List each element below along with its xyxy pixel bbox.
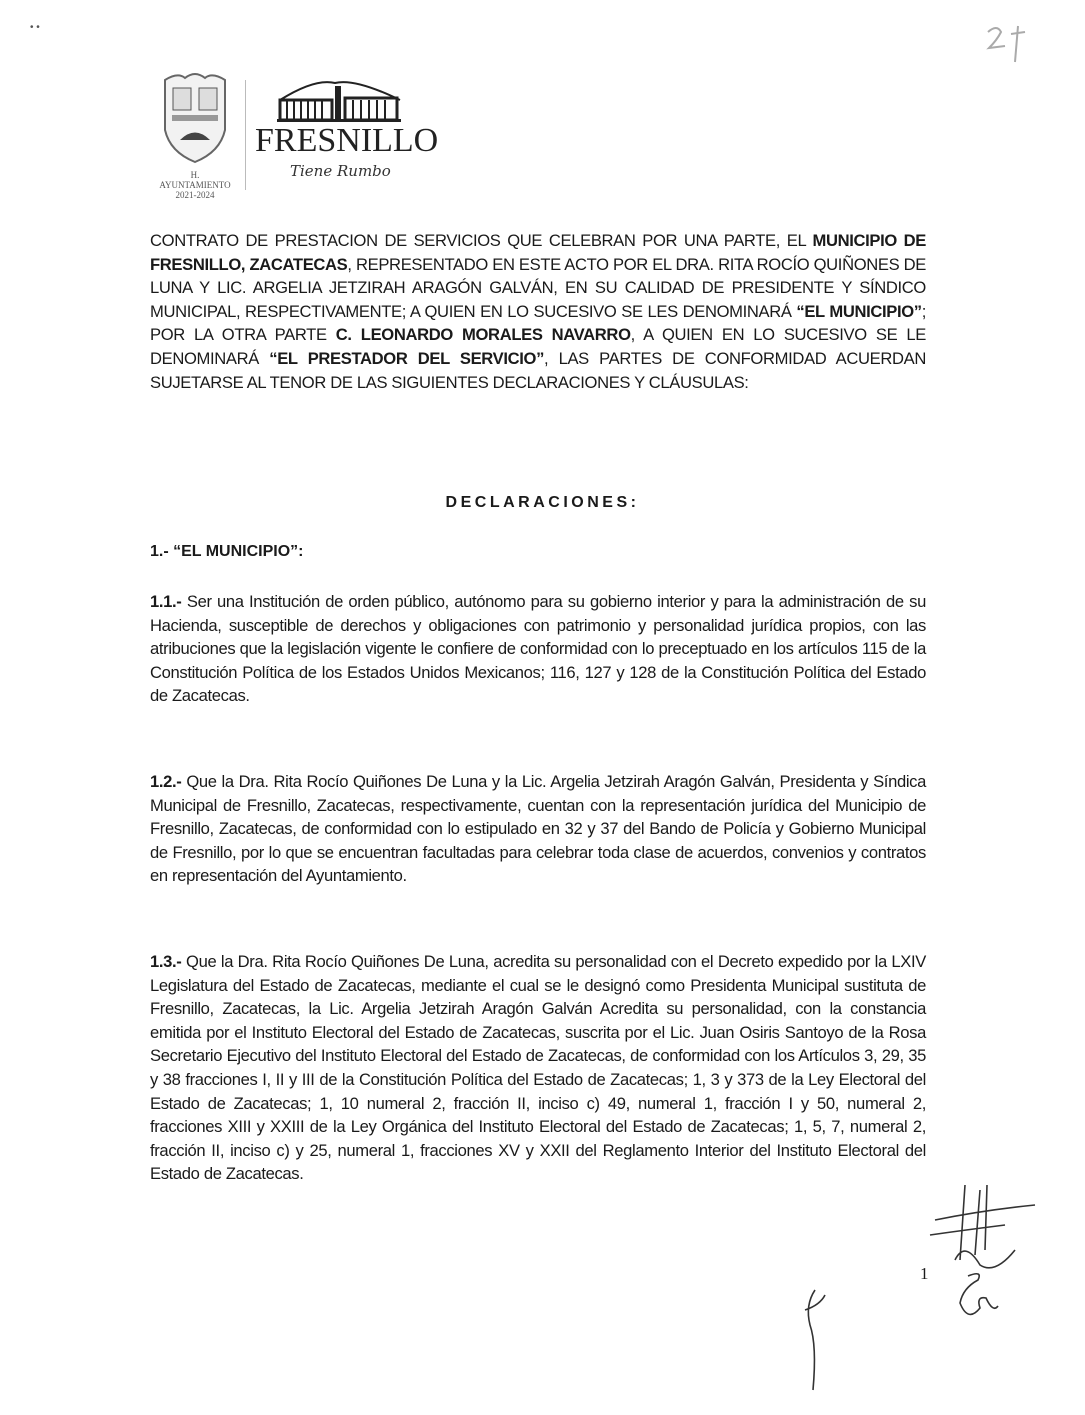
intro-text: , LAS PARTES DE CONFORMIDAD ACUERDAN SUJETARSE AL TENOR DE LAS SIGUIENTES DECLARACIONES Y CLÁUSULAS: <box>150 348 927 392</box>
brand-tagline: Tiene Rumbo <box>290 162 391 180</box>
shield-caption-line1: H. AYUNTAMIENTO <box>159 170 231 190</box>
clause-1-1 <box>150 590 926 708</box>
clause-number: 1.2.- <box>150 772 182 791</box>
logo-divider <box>245 80 246 190</box>
clause-text: Que la Dra. Rita Rocío Quiñones De Luna y la Lic. Argelia Jetzirah Aragón Galván, Presidenta y Síndica Municipal de Fresnillo, Zacatecas, respectivamente, cuentan con la representación jurídica del Municipio de Fresnillo, Zacatecas, de conformidad con lo estipulado en 32 y 37 del Bando de Policía y Gobierno Municipal de Fresnillo, por lo que se encuentran facultadas para celebrar toda clase de acuerdos, convenios y contratos en representación del Ayuntamiento. <box>150 772 926 886</box>
signature-initial-left <box>795 1285 835 1400</box>
shield-caption-line2: 2021-2024 <box>175 190 215 200</box>
intro-bold-prestador-name: C. LEONARDO MORALES NAVARRO <box>335 325 631 345</box>
contract-intro <box>150 229 926 394</box>
handwritten-folio <box>985 22 1035 72</box>
page-number: 1 <box>920 1264 929 1283</box>
clause-number: 1.3.- <box>150 952 182 971</box>
intro-text: , A QUIEN EN LO SUCESIVO SE LE DENOMINARÁ <box>150 325 927 368</box>
signature-initial-right <box>948 1268 1008 1333</box>
intro-text: CONTRATO DE PRESTACION DE SERVICIOS QUE CELEBRAN POR UNA PARTE, EL <box>150 231 813 250</box>
intro-bold-el-municipio: “EL MUNICIPIO” <box>796 301 922 321</box>
clause-text: Que la Dra. Rita Rocío Quiñones De Luna, acredita su personalidad con el Decreto expedido por la LXIV Legislatura del Estado de Zacatecas, mediante el cual se le designó como Presidenta Municipal sustituta de Fresnillo, Zacatecas, la Lic. Argelia Jetzirah Aragón Galván Acredita su personalidad, con la constancia emitida por el Instituto Electoral del Estado de Zacatecas, suscrita por el Lic. Juan Osiris Santoyo de la Rosa Secretario Ejecutivo del Instituto Electoral del Estado de Zacatecas, de conformidad con los Artículos 3, 29, 35 y 38 fracciones I, II y III de la Constitución Política del Estado de Zacatecas; 1, 3 y 373 de la Ley Electoral del Estado de Zacatecas; 1, 10 numeral 2, fracción II, inciso c) 49, numeral 1, fracción I y 50, numeral 2, fracciones XIII y XXIII de la Ley Orgánica del Instituto Electoral del Estado de Zacatecas; 1, 5, 7, numeral 2, fracción II, inciso c) y 25, numeral 1, fracciones XV y XXII del Reglamento Interior del Instituto Electoral del Estado de Zacatecas. <box>150 952 926 1184</box>
intro-text: ; POR LA OTRA PARTE <box>150 301 926 345</box>
clause-text: Ser una Institución de orden público, autónomo para su gobierno interior y para la administración de su Hacienda, susceptible de derechos y obligaciones con patrimonio y personalidad jurídica propios, con las atribuciones que la legislación vigente le confiere de conformidad con lo preceptuado en los artículos 115 de la Constitución Política de los Estados Unidos Mexicanos; 116, 127 y 128 de la Constitución Política del Estado de Zacatecas. <box>150 592 926 706</box>
clause-1-3 <box>150 950 926 1186</box>
shield-caption <box>155 170 235 200</box>
intro-text: , REPRESENTADO EN ESTE ACTO POR EL DRA. RITA ROCÍO QUIÑONES DE LUNA Y LIC. ARGELIA JETZIRAH ARAGÓN GALVÁN, EN SU CALIDAD DE PRESIDENTE Y SÍNDICO MUNICIPAL, RESPECTIVAMENTE; A QUIEN EN LO SUCESIVO SE LES DENOMINARÁ <box>150 254 926 321</box>
fresnillo-arch-icon <box>275 78 405 123</box>
brand-name: FRESNILLO <box>255 122 439 159</box>
scan-mark: • • <box>30 22 40 33</box>
section-title: 1.- “EL MUNICIPIO”: <box>150 543 304 560</box>
clause-1-2 <box>150 770 926 888</box>
intro-bold-municipio: MUNICIPIO DE FRESNILLO, ZACATECAS <box>150 231 927 274</box>
intro-bold-prestador: “EL PRESTADOR DEL SERVICIO” <box>269 348 545 368</box>
header-logos <box>155 70 455 200</box>
clause-number: 1.1.- <box>150 592 182 611</box>
municipal-shield-logo <box>160 70 230 165</box>
declaraciones-heading: DECLARACIONES: <box>445 494 640 511</box>
